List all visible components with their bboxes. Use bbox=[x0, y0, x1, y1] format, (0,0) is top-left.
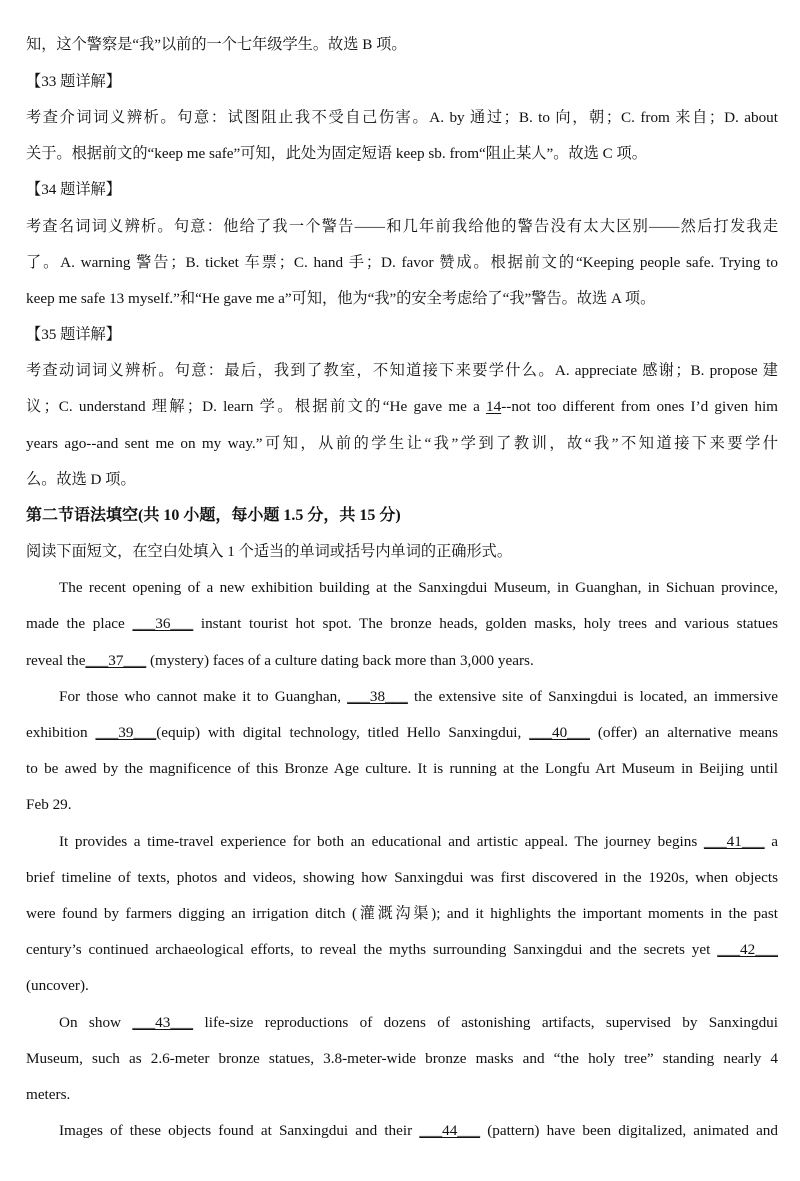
answer-line: 知，这个警察是“我”以前的一个七年级学生。故选 B 项。 bbox=[26, 36, 407, 53]
passage-line bbox=[26, 649, 778, 673]
q35-line: years ago--and sent me on my way.”可知，从前的学生让“我”学到了教训，故“我”不知道接下来要学什 bbox=[26, 435, 778, 452]
text-span: a bbox=[764, 833, 778, 850]
blank-36: ___36___ bbox=[132, 615, 194, 632]
text-span: For those who cannot make it to Guanghan, bbox=[59, 688, 348, 705]
text-span: instant tourist hot spot. The bronze heads, golden masks, holy trees and various statues bbox=[193, 615, 778, 632]
text-span: On show bbox=[59, 1014, 133, 1031]
text-span: 议；C. understand 理解；D. learn 学。根据前文的“He gave me a bbox=[26, 398, 487, 415]
section-title: 第二节语法填空(共 10 小题，每小题 1.5 分，共 15 分) bbox=[26, 507, 401, 524]
passage-line: (uncover). bbox=[26, 977, 89, 994]
passage-line bbox=[26, 612, 778, 636]
q35-line: 考查动词词义辨析。句意：最后，我到了教室，不知道接下来要学什么。A. appreciate 感谢；B. propose 建 bbox=[26, 362, 778, 379]
passage-line bbox=[26, 1119, 778, 1143]
q34-title: 【34 题详解】 bbox=[26, 181, 121, 198]
passage-line: meters. bbox=[26, 1086, 71, 1103]
passage-line bbox=[26, 938, 778, 962]
passage-line bbox=[26, 830, 778, 854]
passage-line: were found by farmers digging an irrigation ditch (灌溉沟渠); and it highlights the important moments in the past bbox=[26, 905, 778, 922]
text-span: the extensive site of Sanxingdui is located, an immersive bbox=[407, 688, 778, 705]
blank-43: ___43___ bbox=[132, 1014, 194, 1031]
blank-38: ___38___ bbox=[347, 688, 408, 705]
text-span: (pattern) have been digitalized, animated and bbox=[480, 1122, 778, 1139]
text-span: Images of these objects found at Sanxingdui and their bbox=[59, 1122, 420, 1139]
passage-line: to be awed by the magnificence of this Bronze Age culture. It is running at the Longfu Art Museum in Beijing until bbox=[26, 760, 778, 777]
q33-title: 【33 题详解】 bbox=[26, 73, 121, 90]
passage-line bbox=[26, 685, 778, 709]
q34-line: keep me safe 13 myself.”和“He gave me a”可知，他为“我”的安全考虑给了“我”警告。故选 A 项。 bbox=[26, 290, 656, 307]
text-span: century’s continued archaeological efforts, to reveal the myths surrounding Sanxingdui and the secrets yet bbox=[26, 941, 718, 958]
text-span: exhibition bbox=[26, 724, 96, 741]
blank-40: ___40___ bbox=[529, 724, 590, 741]
text-span: (offer) an alternative means bbox=[589, 724, 778, 741]
blank-39: ___39___ bbox=[95, 724, 157, 741]
text-span: made the place bbox=[26, 615, 133, 632]
text-span: (equip) with digital technology, titled Hello Sanxingdui, bbox=[156, 724, 530, 741]
blank-41: ___41___ bbox=[703, 833, 765, 850]
passage-line: The recent opening of a new exhibition building at the Sanxingdui Museum, in Guanghan, in Sichuan province, bbox=[59, 579, 778, 596]
q34-line: 了。A. warning 警告；B. ticket 车票；C. hand 手；D. favor 赞成。根据前文的“Keeping people safe. Trying to bbox=[26, 254, 778, 271]
q33-line: 关于。根据前文的“keep me safe”可知，此处为固定短语 keep sb. from“阻止某人”。故选 C 项。 bbox=[26, 145, 647, 162]
text-span: reveal the bbox=[26, 652, 86, 669]
passage-line: Museum, such as 2.6-meter bronze statues, 3.8-meter-wide bronze masks and “the holy tree” standing nearly 4 bbox=[26, 1050, 778, 1067]
text-span: (mystery) faces of a culture dating back more than 3,000 years. bbox=[146, 652, 534, 669]
text-span: life-size reproductions of dozens of astonishing artifacts, supervised by Sanxingdui bbox=[193, 1014, 778, 1031]
q35-title: 【35 题详解】 bbox=[26, 326, 121, 343]
passage-line: Feb 29. bbox=[26, 796, 72, 813]
passage-line bbox=[26, 1011, 778, 1035]
blank-14: 14 bbox=[486, 398, 502, 415]
q35-line: 么。故选 D 项。 bbox=[26, 471, 136, 488]
section-instruction: 阅读下面短文，在空白处填入 1 个适当的单词或括号内单词的正确形式。 bbox=[26, 543, 512, 560]
text-span: --not too different from ones I’d given him bbox=[501, 398, 778, 415]
passage-line: brief timeline of texts, photos and videos, showing how Sanxingdui was first discovered in the 1920s, when objects bbox=[26, 869, 778, 886]
q33-line: 考查介词词义辨析。句意：试图阻止我不受自己伤害。A. by 通过；B. to 向，朝；C. from 来自；D. about bbox=[26, 109, 778, 126]
passage-line bbox=[26, 721, 778, 745]
text-span: It provides a time-travel experience for both an educational and artistic appeal. The journey begins bbox=[59, 833, 704, 850]
blank-42: ___42___ bbox=[717, 941, 778, 958]
blank-37: ___37___ bbox=[85, 652, 147, 669]
blank-44: ___44___ bbox=[419, 1122, 481, 1139]
q35-line bbox=[26, 395, 778, 419]
q34-line: 考查名词词义辨析。句意：他给了我一个警告——和几年前我给他的警告没有太大区别——然后打发我走 bbox=[26, 218, 778, 235]
